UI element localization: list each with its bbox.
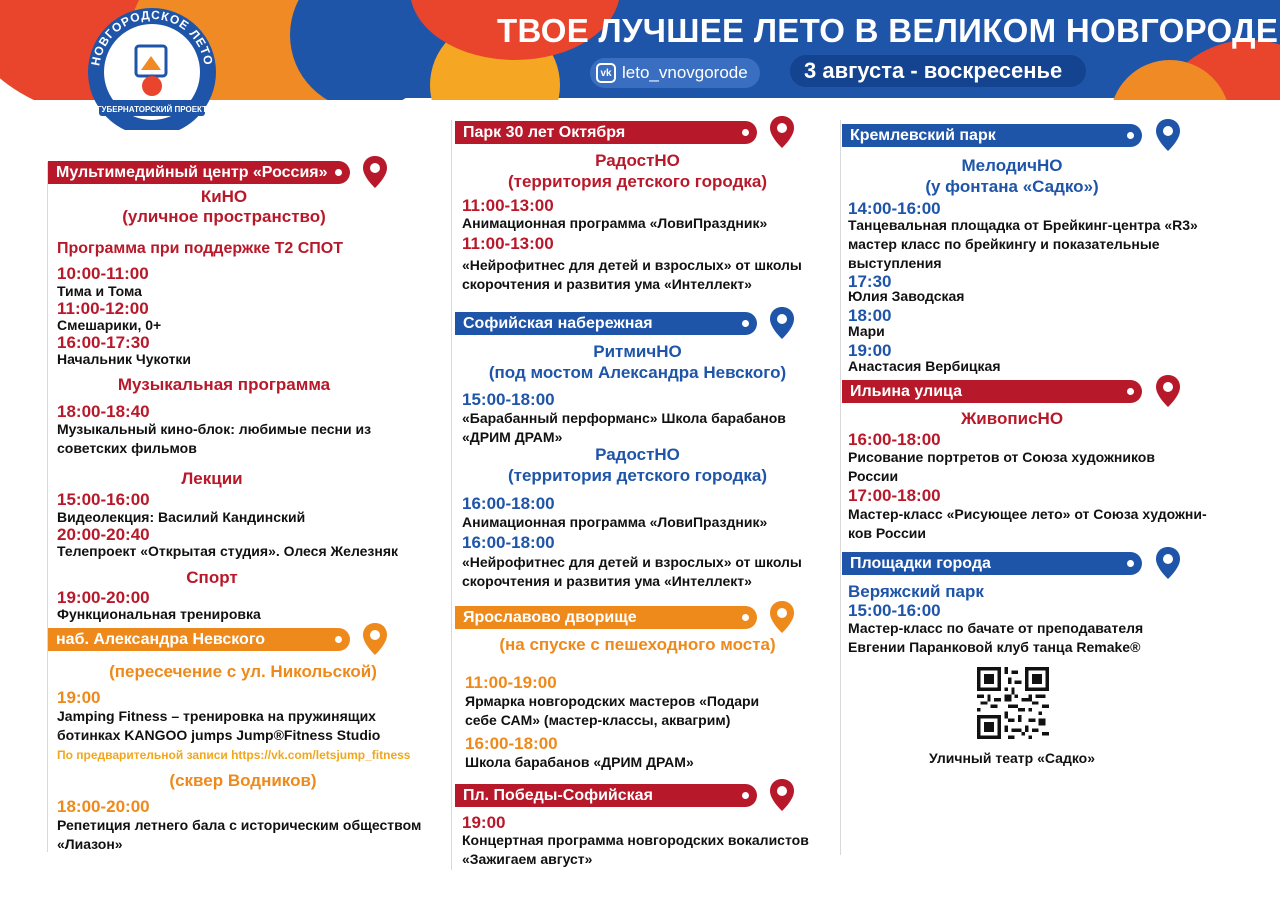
page-title: ТВОЕ ЛУЧШЕЕ ЛЕТО В ВЕЛИКОМ НОВГОРОДЕ xyxy=(497,12,1279,49)
event-text: России xyxy=(848,468,899,484)
event-time: 16:00-18:00 xyxy=(465,734,558,753)
logo-ribbon-text: ГУБЕРНАТОРСКИЙ ПРОЕКТ xyxy=(96,105,208,114)
event-text: Танцевальная площадка от Брейкинг-центра «R3» xyxy=(848,217,1198,233)
event-time: 11:00-19:00 xyxy=(465,673,557,692)
location-pin-icon xyxy=(769,306,795,340)
event-text: «Барабанный перформанс» Школа барабанов xyxy=(462,410,786,426)
event-time: 15:00-16:00 xyxy=(848,601,941,620)
event-date: 3 августа - воскресенье xyxy=(790,55,1086,87)
event-text: Jamping Fitness – тренировка на пружинящих xyxy=(57,708,376,724)
event-text: «Нейрофитнес для детей и взрослых» от школы xyxy=(462,257,802,273)
event-text: Школа барабанов «ДРИМ ДРАМ» xyxy=(465,754,694,770)
event-time: 19:00 xyxy=(462,813,506,832)
section-band-russia-center: Мультимедийный центр «Россия» xyxy=(48,161,350,184)
section-subtitle: (территория детского городка) xyxy=(507,466,768,485)
section-subtitle: (у фонтана «Садко») xyxy=(925,177,1099,196)
event-text: Музыкальный кино-блок: любимые песни из xyxy=(57,421,372,437)
event-text: Юлия Заводская xyxy=(848,288,965,304)
event-text: скорочтения и развития ума «Интеллект» xyxy=(462,573,752,589)
event-text: Ярмарка новгородских мастеров «Подари xyxy=(465,693,760,709)
section-title: РадостНО xyxy=(595,151,680,170)
event-time: 16:00-17:30 xyxy=(57,333,150,352)
event-text: советских фильмов xyxy=(57,440,197,456)
section-title: МелодичНО xyxy=(961,156,1063,175)
venue-name: Веряжский парк xyxy=(848,582,984,601)
subsection-heading: Музыкальная программа xyxy=(117,375,331,394)
vk-icon: vk xyxy=(596,63,616,83)
event-text: Мастер-класс по бачате от преподавателя xyxy=(848,620,1144,636)
event-text: выступления xyxy=(848,255,942,271)
event-time: 16:00-18:00 xyxy=(462,494,555,513)
location-pin-icon xyxy=(769,600,795,634)
section-band-victory-square: Пл. Победы-Софийская xyxy=(455,784,757,807)
event-time: 17:00-18:00 xyxy=(848,486,941,505)
location-pin-icon xyxy=(362,155,388,189)
column-divider xyxy=(47,162,48,852)
section-title: РадостНО xyxy=(595,445,680,464)
event-time: 16:00-18:00 xyxy=(462,533,555,552)
event-text: «Лиазон» xyxy=(57,836,123,852)
event-time: 19:00-20:00 xyxy=(57,588,150,607)
event-time: 18:00 xyxy=(848,306,892,325)
event-time: 19:00 xyxy=(848,341,892,360)
event-time: 15:00-18:00 xyxy=(462,390,555,409)
location-pin-icon xyxy=(769,115,795,149)
event-text: себе САМ» (мастер-классы, аквагрим) xyxy=(465,712,731,728)
section-band-city-venues: Площадки города xyxy=(842,552,1142,575)
logo-arc-text: НОВГОРОДСКОЕ ЛЕТО xyxy=(88,7,216,67)
location-pin-icon xyxy=(1155,546,1181,580)
event-text: Функциональная тренировка xyxy=(57,606,261,622)
section-title: ЖивописНО xyxy=(960,409,1064,428)
qr-code[interactable] xyxy=(977,667,1049,739)
section-band-park-30-october: Парк 30 лет Октября xyxy=(455,121,757,144)
event-time: 17:30 xyxy=(848,272,892,291)
event-text: Анимационная программа «ЛовиПраздник» xyxy=(462,514,768,530)
event-text: «Нейрофитнес для детей и взрослых» от школы xyxy=(462,554,802,570)
event-text: «Зажигаем август» xyxy=(462,851,593,867)
event-text: Начальник Чукотки xyxy=(57,351,192,367)
vk-handle: leto_vnovgorode xyxy=(622,63,748,82)
novgorod-summer-logo xyxy=(83,6,221,130)
section-band-sofia-embankment: Софийская набережная xyxy=(455,312,757,335)
event-time: 18:00-18:40 xyxy=(57,402,150,421)
section-band-nevsky-embankment: наб. Александра Невского xyxy=(48,628,350,651)
event-text: Репетиция летнего бала с историческим обществом xyxy=(57,817,422,833)
event-time: 10:00-11:00 xyxy=(57,264,149,283)
location-pin-icon xyxy=(1155,374,1181,408)
event-text: скорочтения и развития ума «Интеллект» xyxy=(462,276,752,292)
event-text: Евгении Паранковой клуб танца Remake® xyxy=(848,639,1141,655)
section-subtitle: (уличное пространство) xyxy=(122,207,326,226)
section-subtitle: (пересечение с ул. Никольской) xyxy=(109,662,377,681)
event-text: Видеолекция: Василий Кандинский xyxy=(57,509,306,525)
event-time: 16:00-18:00 xyxy=(848,430,941,449)
section-subtitle: (под мостом Александра Невского) xyxy=(488,363,787,382)
section-subtitle: (сквер Водников) xyxy=(169,771,317,790)
section-subtitle: (территория детского городка) xyxy=(507,172,768,191)
event-text: Концертная программа новгородских вокалистов xyxy=(462,832,809,848)
column-divider xyxy=(840,120,841,855)
subsection-heading: Лекции xyxy=(181,469,243,488)
event-text: Тима и Тома xyxy=(57,283,142,299)
location-pin-icon xyxy=(362,622,388,656)
event-text: Мастер-класс «Рисующее лето» от Союза художни- xyxy=(848,506,1207,522)
event-text: мастер класс по брейкингу и показательные xyxy=(848,236,1160,252)
event-text: «ДРИМ ДРАМ» xyxy=(462,429,563,445)
support-note: Программа при поддержке Т2 СПОТ xyxy=(57,240,343,257)
event-time: 11:00-12:00 xyxy=(57,299,149,318)
registration-link[interactable]: По предварительной записи https://vk.com/letsjump_fitness xyxy=(57,748,411,762)
event-text: Рисование портретов от Союза художников xyxy=(848,449,1155,465)
event-text: Телепроект «Открытая студия». Олеся Железняк xyxy=(57,543,399,559)
section-title: РитмичНО xyxy=(593,342,682,361)
subsection-heading: Спорт xyxy=(186,568,238,587)
event-time: 15:00-16:00 xyxy=(57,490,150,509)
section-band-ilyina-street: Ильина улица xyxy=(842,380,1142,403)
column-divider xyxy=(451,120,452,870)
section-subtitle: (на спуске с пешеходного моста) xyxy=(499,635,776,654)
qr-caption: Уличный театр «Садко» xyxy=(929,750,1095,766)
section-title: КиНО xyxy=(200,187,248,206)
vk-link[interactable] xyxy=(590,58,760,88)
event-text: ков России xyxy=(848,525,927,541)
event-text: Анимационная программа «ЛовиПраздник» xyxy=(462,215,768,231)
location-pin-icon xyxy=(769,778,795,812)
event-time: 19:00 xyxy=(57,688,101,707)
location-pin-icon xyxy=(1155,118,1181,152)
event-time: 14:00-16:00 xyxy=(848,199,941,218)
event-text: ботинках KANGOO jumps Jump®Fitness Studio xyxy=(57,727,381,743)
event-time: 11:00-13:00 xyxy=(462,196,554,215)
section-band-kremlin-park: Кремлевский парк xyxy=(842,124,1142,147)
event-time: 20:00-20:40 xyxy=(57,525,150,544)
section-band-yaroslav-court: Ярославово дворище xyxy=(455,606,757,629)
event-text: Анастасия Вербицкая xyxy=(848,358,1001,374)
event-time: 11:00-13:00 xyxy=(462,234,554,253)
event-text: Смешарики, 0+ xyxy=(57,317,162,333)
event-text: Мари xyxy=(848,323,885,339)
event-time: 18:00-20:00 xyxy=(57,797,150,816)
